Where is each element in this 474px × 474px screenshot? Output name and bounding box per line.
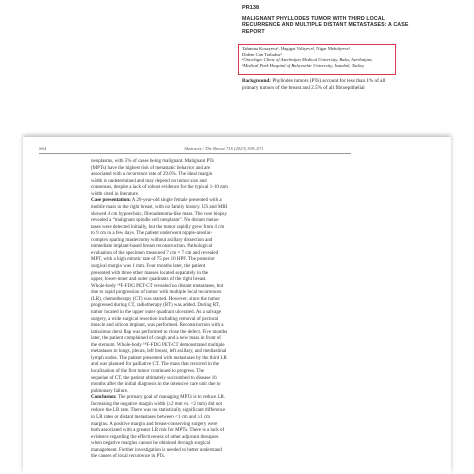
- body-line-text: (LR), chemotherapy (CT) was started. However, since the tumor: [91, 296, 221, 302]
- body-line-text: in LR rates or distant metastases between <1 cm and ≥1 cm: [91, 414, 211, 420]
- body-line-text: both associated with a greater LR risk for MPTs. There is a lack of: [91, 428, 225, 434]
- body-line-text: Increasing the negative margin width (≥2 mm vs. <2 mm) did not: [91, 401, 223, 407]
- title-line: RECURRENCE AND MULTIPLE DISTANT METASTASES: A CASE: [242, 22, 409, 29]
- affiliation-line: ²Medical Park Hospital of Bahcesehir University, Istanbul, Turkey: [242, 63, 365, 69]
- body-line-text: the sternum. Whole-body ¹⁸F-FDG PET-CT demonstrated multiple: [91, 342, 225, 348]
- body-line-text: sequelae of CT, the patient ultimately succumbed to disease 16: [91, 375, 217, 381]
- body-line-text: the causes of local recurrence in PTs.: [91, 454, 166, 460]
- body-line-text: tases were detected initially, but the tumor rapidly grew from 4 cm: [91, 224, 225, 230]
- body-line-text: upper, lower-inner and outer quadrants of the right breast.: [91, 277, 207, 283]
- body-line-text: A 20-year-old single female presented with a: [130, 198, 222, 204]
- body-line-text: lymph nodes. The patient presented with metastases by the third LR: [91, 355, 227, 361]
- header-rule: [39, 153, 351, 154]
- abstract-title: [242, 16, 447, 35]
- body-line-text: neoplasms, with 5% of cases being malignant. Malignant PTs: [91, 159, 214, 164]
- body-line-text: The primary goal of managing MPTs is to reduce LR.: [116, 395, 226, 401]
- affiliation-line: ¹Oncologic Clinic of Azerbaijan Medical University, Baku, Azerbaijan;: [242, 57, 373, 63]
- background-label: Background:: [242, 78, 272, 84]
- title-line: MALIGNANT PHYLLODES TUMOR WITH THIRD LOCAL: [242, 16, 386, 22]
- body-line-text: muscle and silicon implant, was performed. Reconstruction with a: [91, 323, 224, 329]
- body-line-text: pulmonary failure.: [91, 388, 129, 394]
- section-label: Case presentation:: [91, 198, 131, 204]
- author-line: Didem Can Trabulus²: [242, 51, 282, 57]
- body-line-text: metastases to lungs, pleura, left breast, left axillary, and mediastinal: [91, 349, 227, 355]
- body-line-text: evaluation of the specimen measured 7 cm × 7 cm and revealed: [91, 250, 219, 256]
- body-line-text: Whole-body ¹⁸F-FDG PET-CT revealed no distant metastases, but: [91, 283, 224, 289]
- body-line-text: margins. A positive margin and breast-conserving surgery were: [91, 421, 218, 427]
- body-line-text: revealed a “malignant spindle cell neoplasm”. No distant metas-: [91, 218, 220, 224]
- body-line-text: mobile mass in the right breast, with no family history. US and MRI: [91, 204, 228, 210]
- section-label: Conclusion:: [91, 395, 117, 401]
- page-number: S64: [39, 146, 47, 151]
- body-line-text: when negative margins cannot be obtained through surgical: [91, 441, 211, 447]
- body-line-text: showed 4 cm hypoechoic, fibroadenoma-like mass. The core biopsy: [91, 211, 227, 217]
- journal-citation: Abstracts / The Breast 71S (2023) S39–S71: [184, 146, 264, 151]
- body-line-text: (MPTs) have the highest risk of metastatic behavior and are: [91, 165, 211, 171]
- abstract-id: PR138: [242, 5, 260, 11]
- body-line-text: localization of the first tumor continued to progress. The: [91, 369, 205, 374]
- body-line-text: tumor located in the upper outer quadrant ulcerated. As a salvage: [91, 309, 222, 315]
- body-line-text: latissimus dorsi flap was performed to close the defect. Five months: [91, 329, 228, 335]
- body-line: [91, 454, 300, 461]
- body-line-text: consensus, despite a lack of robust evidence for the typical 1-10 mm: [91, 185, 228, 191]
- body-line-text: months after the initial diagnosis in the intensive care unit due to: [91, 382, 221, 388]
- body-line-text: management. Further investigation is needed to better understand: [91, 447, 222, 453]
- title-line: REPORT: [242, 28, 265, 35]
- abstract-body: [91, 159, 300, 461]
- body-line-text: to 9 cm in a few days. The patient underwent nipple-areolar-: [91, 231, 213, 237]
- body-line-text: associated with a recurrence rate of 29.6%. The ideal margin: [91, 172, 213, 178]
- body-line-text: later, the patient complained of cough and a new mass in front of: [91, 336, 221, 342]
- background-line: Phyllodes tumors (PTs) account for less than 1% of all: [271, 78, 386, 84]
- body-line-text: evidence regarding the effectiveness of other adjuvant therapies: [91, 434, 219, 440]
- background-line: primary tumors of the breast and 2.5% of all fibroepithelial: [242, 84, 365, 91]
- body-line-text: presented with three other masses located separately in the: [91, 270, 209, 276]
- author-line: Tahmina Kosayeva¹, Hagigat Valiyeva¹, Nigar Mehdiyeva¹,: [242, 46, 352, 51]
- body-line-text: due to rapid progression of tumor with multiple local recurrences: [91, 290, 222, 296]
- body-line-text: complex sparing mastectomy without axillary dissection and: [91, 237, 213, 243]
- body-line-text: immediate implant-based breast reconstruction. Pathological: [91, 244, 213, 250]
- body-line-text: width is undetermined and may depend on tumor size and: [91, 178, 207, 184]
- body-line-text: and was planned for palliative CT. The mass that recurred in the: [91, 362, 220, 368]
- background-paragraph: [242, 78, 447, 91]
- body-line-text: progressed during CT, radiotherapy (RT) was added. During RT,: [91, 303, 220, 309]
- author-block: [242, 46, 402, 69]
- body-line-text: surgical margin was 1 mm. Four months later, the patient: [91, 264, 206, 269]
- body-line-text: width cited in literature.: [91, 191, 140, 197]
- body-line-text: reduce the LR rate. There was no statistically significant difference: [91, 408, 226, 414]
- body-line-text: surgery, a wide surgical resection including removal of pectoral: [91, 316, 219, 322]
- left-column-blank: [8, 0, 236, 127]
- body-line-text: MPT, with a high mitotic rate of 75 per 10 HPF. The posterior: [91, 257, 215, 263]
